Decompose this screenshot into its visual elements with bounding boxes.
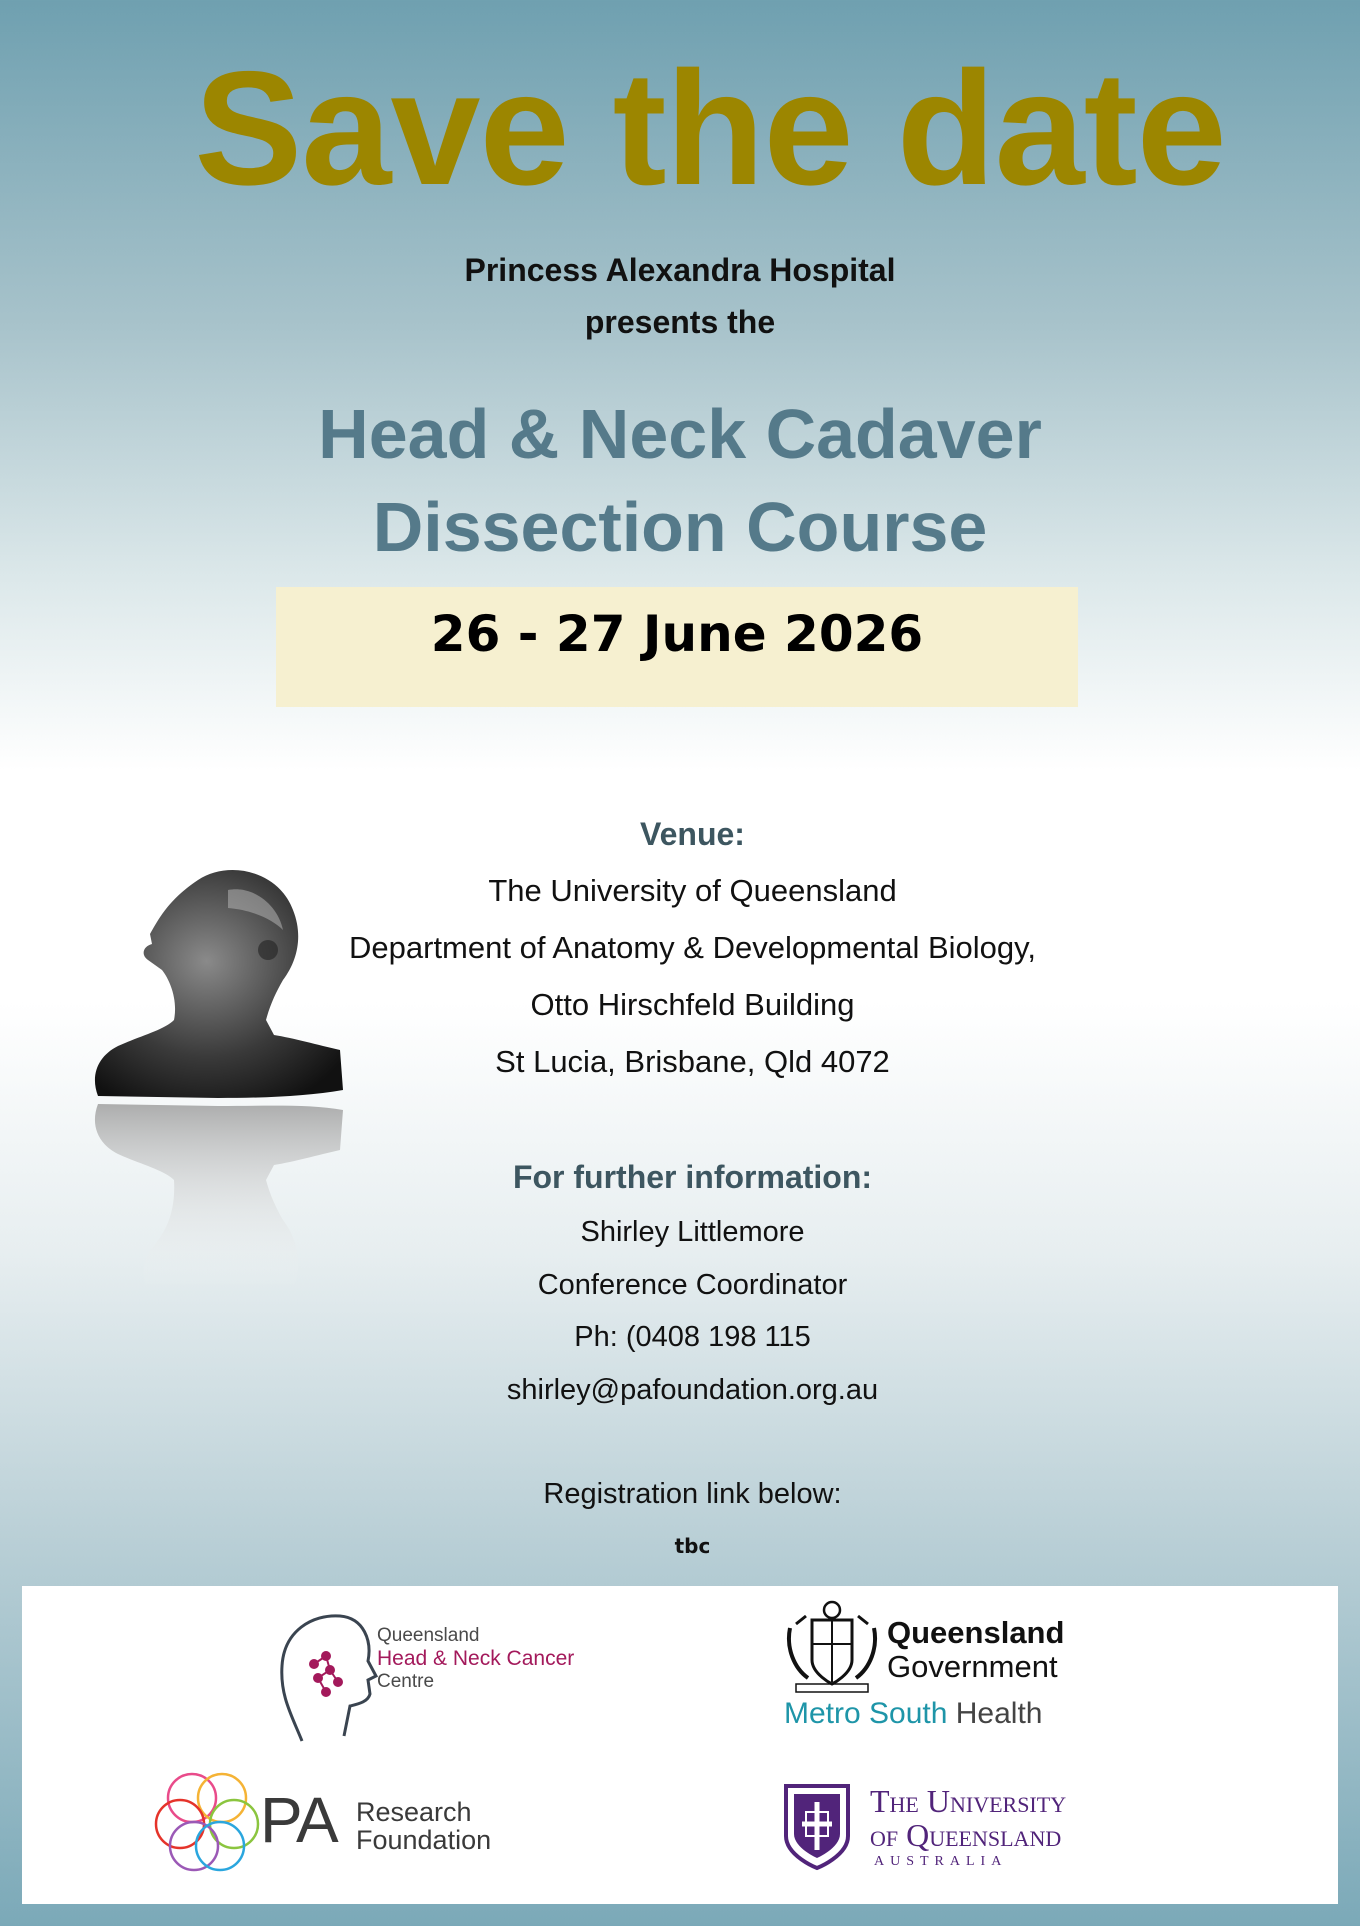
save-the-date-title: Save the date	[194, 38, 1226, 219]
uq-line-2: of Queensland	[870, 1817, 1062, 1853]
pa-line-1: Research	[356, 1797, 472, 1827]
pa-line-2: Foundation	[356, 1825, 492, 1855]
uq-logo	[782, 1782, 1142, 1892]
registration-link[interactable]: tbc	[674, 1534, 711, 1558]
contact-phone[interactable]: Ph: (0408 198 115	[574, 1321, 811, 1353]
contact-details	[300, 1206, 1085, 1416]
metro-south-text: Metro South	[784, 1697, 948, 1730]
venue-line-4: St Lucia, Brisbane, Qld 4072	[495, 1044, 890, 1079]
qld-gov-metro-south-logo	[782, 1598, 1122, 1738]
qld-gov-line-1: Queensland	[887, 1615, 1065, 1650]
contact-email-link[interactable]: shirley@pafoundation.org.au	[506, 1373, 879, 1406]
course-date: 26 - 27 June 2026	[430, 605, 924, 663]
presenter-line-1: Princess Alexandra Hospital	[464, 252, 896, 288]
hnc-line-2: Head & Neck Cancer	[377, 1647, 575, 1670]
pa-research-foundation-logo	[152, 1766, 492, 1886]
hnc-line-1: Queensland	[377, 1625, 480, 1646]
course-title-line-1: Head & Neck Cadaver	[318, 395, 1042, 473]
venue-line-2: Department of Anatomy & Developmental Biology,	[349, 930, 1036, 965]
qld-gov-line-2: Government	[887, 1649, 1058, 1684]
venue-line-3: Otto Hirschfeld Building	[530, 987, 855, 1022]
further-info-heading: For further information:	[512, 1159, 873, 1195]
venue-heading: Venue:	[640, 816, 745, 852]
venue-address	[300, 862, 1085, 1090]
hnc-centre-logo	[272, 1606, 612, 1746]
presenter-text	[0, 244, 1360, 348]
course-title-line-2: Dissection Course	[372, 488, 988, 566]
presenter-line-2: presents the	[584, 304, 776, 340]
coat-of-arms-icon	[782, 1598, 882, 1694]
contact-name: Shirley Littlemore	[580, 1216, 805, 1248]
head-profile-icon	[272, 1606, 382, 1746]
uq-line-3: AUSTRALIA	[874, 1854, 1008, 1869]
date-banner	[276, 587, 1078, 707]
uq-line-1: The University	[870, 1783, 1067, 1819]
health-text: Health	[955, 1697, 1043, 1730]
uq-crest-icon	[782, 1782, 852, 1872]
contact-role: Conference Coordinator	[537, 1268, 848, 1301]
sponsor-logo-panel	[22, 1586, 1338, 1904]
venue-line-1: The University of Queensland	[488, 873, 897, 908]
registration-label: Registration link below:	[543, 1478, 842, 1510]
hnc-line-3: Centre	[377, 1671, 435, 1692]
interlocking-rings-icon	[152, 1766, 266, 1876]
pa-mark: PA	[260, 1784, 337, 1856]
course-title	[0, 388, 1360, 574]
